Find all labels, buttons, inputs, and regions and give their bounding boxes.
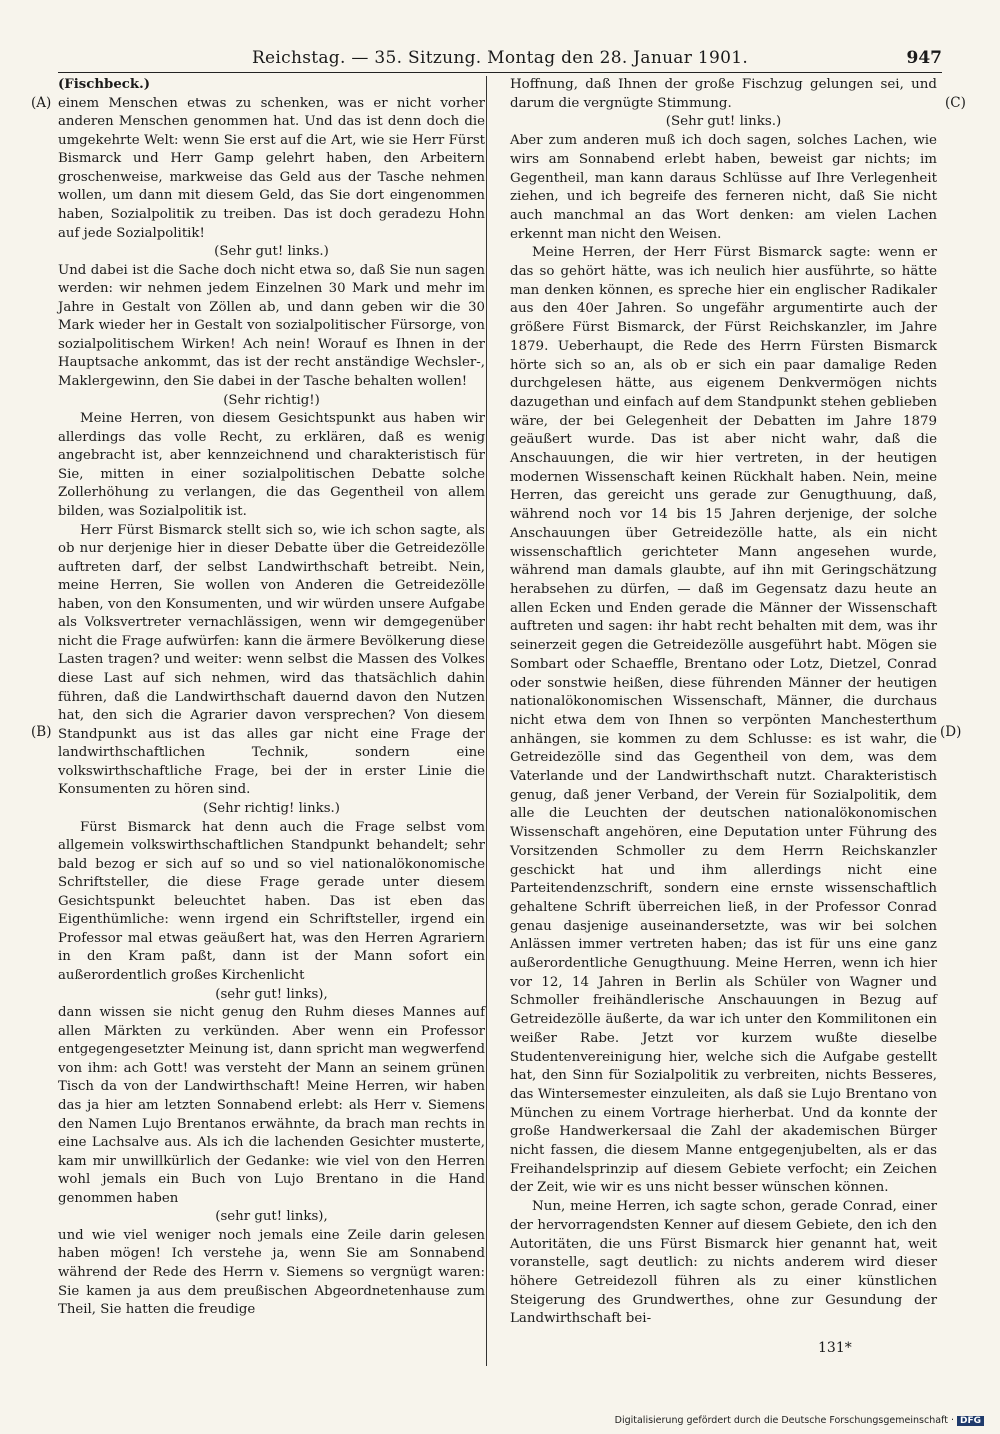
dfg-logo: DFG (957, 1416, 984, 1426)
paragraph: Und dabei ist die Sache doch nicht etwa so, daß Sie nun sagen werden: wir nehmen jedem Einzelnen 30 Mark und mehr im Jahre in Gestalt von Zöllen ab, und dann geben wir die 30 Mark wieder her in Gestalt von sozialpolitischer Fürsorge, von sozialpolitischem Wirken! Ach nein! Worauf es Ihnen in der Hauptsache ankommt, das ist der recht anständige Wechsler-, Maklergewinn, den Sie dabei in der Tasche behalten wollen! (58, 262, 485, 389)
paragraph: Herr Fürst Bismarck stellt sich so, wie ich schon sagte, als ob nur derjenige hier in dieser Debatte über die Getreidezölle auftreten darf, der selbst Landwirthschaft betreibt. Nein, meine Herren, Sie wollen von Anderen die Getreidezölle haben, von den Konsumenten, und wir würden unsere Aufgabe als Volksvertreter vernachlässigen, wenn wir demgegenüber nicht die Frage aufwürfen: kann die ärmere Bevölkerung diese Lasten tragen? und weiter: wenn selbst die Massen des Volkes diese Last auf sich nehmen, wird das thatsächlich dahin führen, daß die Landwirthschaft dauernd davon den Nutzen hat, den sich die Agrarier davon versprechen? Von diesem Standpunkt aus ist das alles gar nicht eine Frage der landwirthschaftlichen Technik, sondern eine volkswirthschaftliche Frage, bei der in erster Linie die Konsumenten zu hören sind. (58, 522, 485, 798)
paragraph: Nun, meine Herren, ich sagte schon, gerade Conrad, einer der hervorragendsten Kenner auf diesem Gebiete, den ich den Autoritäten, die uns Fürst Bismarck hier genannt hat, weit voranstelle, sagt deutlich: zu nichts anderem wird dieser höhere Getreidezoll führen als zu einer künstlichen Steigerung des Grundwerthes, ohne zur Gesundung der Landwirthschaft bei- (510, 1199, 937, 1327)
paragraph: und wie viel weniger noch jemals eine Zeile darin gelesen haben mögen! Ich verstehe ja, wenn Sie am Sonnabend während der Rede des Herrn v. Siemens so vergnügt waren: Sie kamen ja aus dem preußischen Abgeordnetenhause zum Theil, Sie hatten die freudige (58, 1227, 485, 1318)
paragraph: Meine Herren, der Herr Fürst Bismarck sagte: wenn er das so gehört hätte, was ich neulich hier ausführte, so hätte man denken können, es spreche hier ein englischer Radikaler aus den 40er Jahren. So ungefähr argumentirte auch der größere Fürst Bismarck, der Fürst Reichskanzler, im Jahre 1879. Ueberhaupt, die Rede des Herrn Fürsten Bismarck hörte sich so an, als ob er sich ein paar damalige Reden durchgelesen hätte, aus eigenem Denkvermögen nichts dazugethan und einfach auf dem Standpunkt stehen geblieben wäre, der bei Gelegenheit der Debatten im Jahre 1879 geäußert wurde. Das ist aber nicht wahr, daß die Anschauungen, die wir hier vertreten, in der heutigen modernen Wissenschaft keinen Rückhalt haben. Nein, meine Herren, das gereicht uns gerade zur Genugthuung, daß, während noch vor 14 bis 15 Jahren derjenige, der solche Anschauungen über Getreidezölle hatte, als ein nicht wissenschaftlich gerichteter Mann angesehen wurde, während man damals glaubte, auf ihn mit Geringschätzung herabsehen zu dürfen, — daß im Gegensatz dazu heute an allen Ecken und Enden gerade die Männer der Wissenschaft auftreten und sagen: ihr habt recht behalten mit dem, was ihr seinerzeit gegen die Getreidezölle ausgeführt habt. Mögen sie Sombart oder Schaeffle, Brentano oder Lotz, Dietzel, Conrad oder sonstwie heißen, diese führenden Männer der heutigen nationalökonomischen Wissenschaft, Männer, die durchaus nicht etwa dem von Ihnen so verpönten Manchesterthum anhängen, sie kommen zu dem Schlusse: es ist wahr, die Getreidezölle sind das Gegentheil von dem, was dem Vaterlande und der Landwirthschaft nutzt. Charakteristisch genug, daß jener Verband, der Verein für Sozialpolitik, dem alle die Leuchten der deutschen nationalökonomischen Wissenschaft angehören, eine Deputation unter Führung des Vorsitzenden Schmoller zu dem Herrn Reichskanzler geschickt hat und ihm allerdings nicht eine Parteitendenzschrift, sondern eine ernste wissenschaftlich gehaltene Schrift überreichen ließ, in der Professor Conrad genau dasjenige auseinandersetzte, was wir bei solchen Anlässen immer vertreten haben; das ist für uns eine ganz außerordentliche Genugthuung. Meine Herren, wenn ich hier vor 12, 14 Jahren in Berlin als Schüler von Wagner und Schmoller freihändlerische Anschauungen in Bezug auf Getreidezölle äußerte, da war ich unter den Kommilitonen ein weißer Rabe. Jetzt vor kurzem wußte dieselbe Studentenvereinigung hier, welche sich die Aufgabe gestellt hat, den Sinn für Sozialpolitik zu verbreiten, nichts Besseres, das Wintersemester einzuleiten, als daß sie Lujo Brentano von München zu einem Vortrage hierherbat. Und da konnte der große Handwerkersaal die Zahl der akademischen Bürger nicht fassen, die diesem Manne entgegenjubelten, als er das Freihandelsprinzip auf diesem Gebiete verfocht; ein Zeichen der Zeit, wie wir es uns nicht besser wünschen können. (510, 245, 937, 1196)
running-header (58, 46, 942, 73)
interjection: (Sehr gut! links.) (214, 244, 329, 260)
column-divider (486, 76, 487, 1366)
footer-text: Digitalisierung gefördert durch die Deutsche Forschungsgemeinschaft · (614, 1415, 954, 1426)
interjection: (Sehr richtig! links.) (203, 800, 340, 816)
paragraph: einem Menschen etwas zu schenken, was er nicht vorher anderen Menschen genommen hat. Und das ist denn doch die umgekehrte Welt: wenn Sie erst auf die Art, wie sie Herr Fürst Bismarck und Herr Gamp gelehrt haben, den Arbeitern groschenweise, markweise das Geld aus der Tasche nehmen wollen, um dann mit diesem Geld, das Sie dort eingenommen haben, Sozialpolitik zu treiben. Das ist doch geradezu Hohn auf jede Sozialpolitik! (58, 95, 485, 241)
header-title: Reichstag. — 35. Sitzung. Montag den 28. Januar 1901. (251, 48, 749, 68)
margin-marker-c: (C) (945, 95, 966, 111)
margin-marker-b: (B) (31, 724, 52, 740)
paragraph: Hoffnung, daß Ihnen der große Fischzug gelungen sei, und darum die vergnügte Stimmung. (510, 77, 937, 111)
interjection: (sehr gut! links), (215, 986, 328, 1002)
paragraph: Fürst Bismarck hat denn auch die Frage selbst vom allgemein volkswirthschaftlichen Standpunkt behandelt; sehr bald bezog er sich auf so und so viel nationalökonomische Schriftsteller, die diese Frage gerade unter diesem Gesichtspunkt beleuchtet haben. Das ist eben das Eigenthümliche: wenn irgend ein Schriftsteller, irgend ein Professor mal etwas geäußert hat, was den Herren Agrariern in den Kram paßt, dann ist der Mann sofort ein außerordentlich großes Kirchenlicht (58, 819, 485, 983)
left-column (58, 76, 485, 1320)
paragraph: Meine Herren, von diesem Gesichtspunkt aus haben wir allerdings das volle Recht, zu erklären, daß es wenig angebracht ist, aber kennzeichnend und charakteristisch für Sie, mitten in einer sozialpolitischen Debatte solche Zollerhöhung zu verlangen, die das Gegentheil von allem bilden, was Sozialpolitik ist. (58, 411, 485, 519)
right-column (510, 76, 937, 1329)
paragraph: Aber zum anderen muß ich doch sagen, solches Lachen, wie wirs am Sonnabend erlebt haben, beweist gar nichts; im Gegentheil, man kann daraus Schlüsse auf Ihre Verlegenheit ziehen, und ich begreife des ferneren nicht, daß Sie nicht auch manchmal an das Wort denken: am vielen Lachen erkennt man nicht den Weisen. (510, 133, 937, 242)
paragraph: dann wissen sie nicht genug den Ruhm dieses Mannes auf allen Märkten zu verkünden. Aber wenn ein Professor entgegengesetzter Meinung ist, dann spricht man wegwerfend von ihm: ach Gott! was versteht der Mann an seinem grünen Tisch da von der Landwirthschaft! Meine Herren, wir haben das ja hier am letzten Sonnabend erlebt: als Herr v. Siemens den Namen Lujo Brentanos erwähnte, da brach man rechts in eine Lachsalve aus. Als ich die lachenden Gesichter musterte, kam mir unwillkürlich der Gedanke: wie viel von den Herren wohl jemals ein Buch von Lujo Brentano in die Hand genommen haben (58, 1005, 485, 1206)
interjection: (Sehr richtig!) (223, 392, 320, 408)
signature-mark: 131* (818, 1340, 852, 1356)
margin-marker-a: (A) (31, 95, 52, 111)
page-number: 947 (906, 48, 942, 68)
digitization-footer (615, 1415, 984, 1426)
interjection: (sehr gut! links), (215, 1209, 328, 1225)
speaker-name: (Fischbeck.) (58, 77, 151, 92)
margin-marker-d: (D) (940, 724, 962, 740)
interjection: (Sehr gut! links.) (665, 114, 782, 130)
